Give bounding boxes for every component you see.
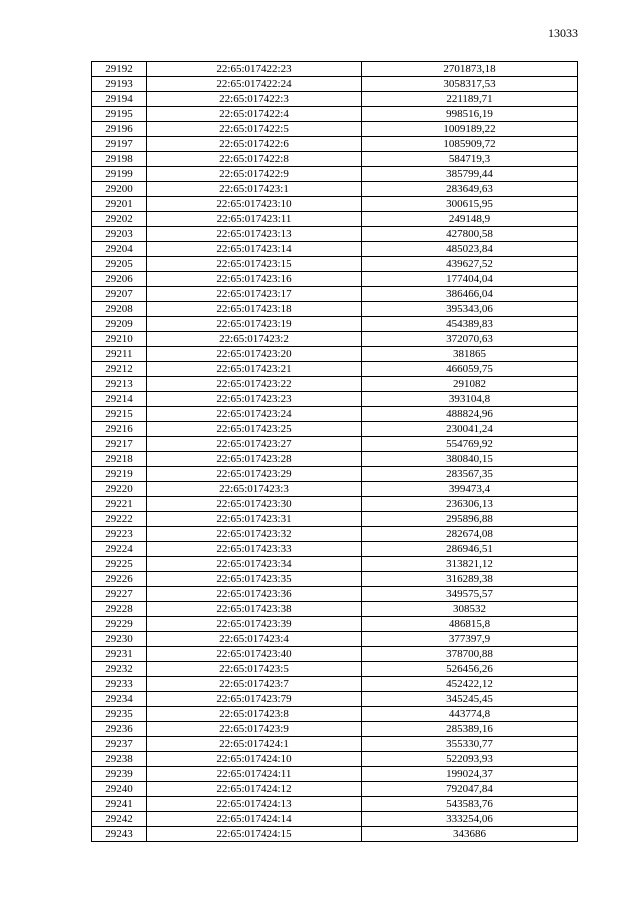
cadastral-value-cell: 427800,58 xyxy=(362,227,578,242)
table-row xyxy=(92,602,578,617)
cadastral-value-cell: 221189,71 xyxy=(362,92,578,107)
table-row xyxy=(92,392,578,407)
cadastral-value-cell: 1009189,22 xyxy=(362,122,578,137)
row-number-cell: 29231 xyxy=(92,647,147,662)
cadastral-number-cell: 22:65:017423:5 xyxy=(147,662,362,677)
cadastral-number-cell: 22:65:017422:24 xyxy=(147,77,362,92)
row-number-cell: 29214 xyxy=(92,392,147,407)
table-row xyxy=(92,362,578,377)
cadastral-number-cell: 22:65:017423:19 xyxy=(147,317,362,332)
table-body xyxy=(92,62,578,842)
row-number-cell: 29220 xyxy=(92,482,147,497)
cadastral-value-cell: 395343,06 xyxy=(362,302,578,317)
cadastral-value-cell: 378700,88 xyxy=(362,647,578,662)
cadastral-value-cell: 333254,06 xyxy=(362,812,578,827)
cadastral-number-cell: 22:65:017423:39 xyxy=(147,617,362,632)
cadastral-number-cell: 22:65:017424:10 xyxy=(147,752,362,767)
table-row xyxy=(92,92,578,107)
table-row xyxy=(92,782,578,797)
row-number-cell: 29230 xyxy=(92,632,147,647)
cadastral-number-cell: 22:65:017423:25 xyxy=(147,422,362,437)
cadastral-value-cell: 393104,8 xyxy=(362,392,578,407)
cadastral-value-cell: 343686 xyxy=(362,827,578,842)
cadastral-number-cell: 22:65:017423:3 xyxy=(147,482,362,497)
cadastral-number-cell: 22:65:017423:27 xyxy=(147,437,362,452)
cadastral-value-cell: 486815,8 xyxy=(362,617,578,632)
table-row xyxy=(92,767,578,782)
table-row xyxy=(92,437,578,452)
table-row xyxy=(92,812,578,827)
cadastral-value-cell: 381865 xyxy=(362,347,578,362)
cadastral-number-cell: 22:65:017422:9 xyxy=(147,167,362,182)
cadastral-number-cell: 22:65:017423:32 xyxy=(147,527,362,542)
row-number-cell: 29219 xyxy=(92,467,147,482)
cadastral-value-cell: 380840,15 xyxy=(362,452,578,467)
row-number-cell: 29221 xyxy=(92,497,147,512)
cadastral-number-cell: 22:65:017423:15 xyxy=(147,257,362,272)
row-number-cell: 29207 xyxy=(92,287,147,302)
cadastral-value-cell: 177404,04 xyxy=(362,272,578,287)
row-number-cell: 29194 xyxy=(92,92,147,107)
cadastral-number-cell: 22:65:017424:13 xyxy=(147,797,362,812)
table-row xyxy=(92,707,578,722)
cadastral-value-cell: 792047,84 xyxy=(362,782,578,797)
table-row xyxy=(92,347,578,362)
row-number-cell: 29227 xyxy=(92,587,147,602)
table-row xyxy=(92,242,578,257)
table-row xyxy=(92,62,578,77)
cadastral-number-cell: 22:65:017423:11 xyxy=(147,212,362,227)
cadastral-value-cell: 283567,35 xyxy=(362,467,578,482)
cadastral-number-cell: 22:65:017423:33 xyxy=(147,542,362,557)
cadastral-number-cell: 22:65:017423:7 xyxy=(147,677,362,692)
table-row xyxy=(92,692,578,707)
cadastral-number-cell: 22:65:017423:20 xyxy=(147,347,362,362)
cadastral-number-cell: 22:65:017422:5 xyxy=(147,122,362,137)
cadastral-number-cell: 22:65:017423:34 xyxy=(147,557,362,572)
table-row xyxy=(92,587,578,602)
row-number-cell: 29195 xyxy=(92,107,147,122)
row-number-cell: 29234 xyxy=(92,692,147,707)
cadastral-number-cell: 22:65:017423:28 xyxy=(147,452,362,467)
row-number-cell: 29193 xyxy=(92,77,147,92)
cadastral-value-cell: 998516,19 xyxy=(362,107,578,122)
cadastral-number-cell: 22:65:017423:31 xyxy=(147,512,362,527)
cadastral-value-cell: 386466,04 xyxy=(362,287,578,302)
row-number-cell: 29235 xyxy=(92,707,147,722)
table-row xyxy=(92,137,578,152)
cadastral-number-cell: 22:65:017422:4 xyxy=(147,107,362,122)
table-row xyxy=(92,77,578,92)
cadastral-number-cell: 22:65:017423:40 xyxy=(147,647,362,662)
table-row xyxy=(92,632,578,647)
cadastral-value-cell: 291082 xyxy=(362,377,578,392)
row-number-cell: 29208 xyxy=(92,302,147,317)
cadastral-number-cell: 22:65:017423:9 xyxy=(147,722,362,737)
cadastral-value-cell: 385799,44 xyxy=(362,167,578,182)
cadastral-value-cell: 526456,26 xyxy=(362,662,578,677)
cadastral-value-cell: 2701873,18 xyxy=(362,62,578,77)
row-number-cell: 29216 xyxy=(92,422,147,437)
row-number-cell: 29226 xyxy=(92,572,147,587)
row-number-cell: 29239 xyxy=(92,767,147,782)
row-number-cell: 29240 xyxy=(92,782,147,797)
table-row xyxy=(92,212,578,227)
cadastral-value-cell: 522093,93 xyxy=(362,752,578,767)
cadastral-value-cell: 377397,9 xyxy=(362,632,578,647)
table-row xyxy=(92,422,578,437)
cadastral-value-cell: 439627,52 xyxy=(362,257,578,272)
row-number-cell: 29209 xyxy=(92,317,147,332)
cadastral-value-cell: 454389,83 xyxy=(362,317,578,332)
cadastral-number-cell: 22:65:017424:11 xyxy=(147,767,362,782)
row-number-cell: 29224 xyxy=(92,542,147,557)
table-row xyxy=(92,272,578,287)
cadastral-number-cell: 22:65:017423:36 xyxy=(147,587,362,602)
table-row xyxy=(92,227,578,242)
cadastral-value-cell: 282674,08 xyxy=(362,527,578,542)
row-number-cell: 29222 xyxy=(92,512,147,527)
cadastral-value-cell: 286946,51 xyxy=(362,542,578,557)
cadastral-number-cell: 22:65:017423:10 xyxy=(147,197,362,212)
cadastral-value-cell: 488824,96 xyxy=(362,407,578,422)
cadastral-number-cell: 22:65:017423:16 xyxy=(147,272,362,287)
table-row xyxy=(92,617,578,632)
row-number-cell: 29225 xyxy=(92,557,147,572)
table-row xyxy=(92,497,578,512)
cadastral-value-cell: 554769,92 xyxy=(362,437,578,452)
table-row xyxy=(92,797,578,812)
row-number-cell: 29200 xyxy=(92,182,147,197)
cadastral-number-cell: 22:65:017423:1 xyxy=(147,182,362,197)
table-row xyxy=(92,467,578,482)
cadastral-number-cell: 22:65:017423:23 xyxy=(147,392,362,407)
cadastral-value-cell: 236306,13 xyxy=(362,497,578,512)
table-row xyxy=(92,647,578,662)
row-number-cell: 29232 xyxy=(92,662,147,677)
cadastral-number-cell: 22:65:017422:23 xyxy=(147,62,362,77)
cadastral-number-cell: 22:65:017423:13 xyxy=(147,227,362,242)
cadastral-value-cell: 3058317,53 xyxy=(362,77,578,92)
row-number-cell: 29202 xyxy=(92,212,147,227)
cadastral-number-cell: 22:65:017424:15 xyxy=(147,827,362,842)
cadastral-number-cell: 22:65:017423:22 xyxy=(147,377,362,392)
cadastral-value-cell: 1085909,72 xyxy=(362,137,578,152)
table-row xyxy=(92,152,578,167)
cadastral-number-cell: 22:65:017424:1 xyxy=(147,737,362,752)
cadastral-number-cell: 22:65:017423:30 xyxy=(147,497,362,512)
row-number-cell: 29206 xyxy=(92,272,147,287)
cadastral-value-cell: 295896,88 xyxy=(362,512,578,527)
cadastral-value-cell: 316289,38 xyxy=(362,572,578,587)
table-row xyxy=(92,302,578,317)
row-number-cell: 29218 xyxy=(92,452,147,467)
row-number-cell: 29229 xyxy=(92,617,147,632)
cadastral-number-cell: 22:65:017422:8 xyxy=(147,152,362,167)
table-row xyxy=(92,182,578,197)
cadastral-value-cell: 349575,57 xyxy=(362,587,578,602)
cadastral-number-cell: 22:65:017424:14 xyxy=(147,812,362,827)
row-number-cell: 29205 xyxy=(92,257,147,272)
row-number-cell: 29241 xyxy=(92,797,147,812)
cadastral-value-cell: 313821,12 xyxy=(362,557,578,572)
cadastral-number-cell: 22:65:017423:4 xyxy=(147,632,362,647)
table-row xyxy=(92,317,578,332)
row-number-cell: 29217 xyxy=(92,437,147,452)
cadastral-number-cell: 22:65:017423:38 xyxy=(147,602,362,617)
cadastral-value-cell: 199024,37 xyxy=(362,767,578,782)
cadastral-value-table xyxy=(91,61,578,842)
table-row xyxy=(92,107,578,122)
table-row xyxy=(92,407,578,422)
cadastral-value-cell: 230041,24 xyxy=(362,422,578,437)
table-row xyxy=(92,737,578,752)
cadastral-value-cell: 300615,95 xyxy=(362,197,578,212)
table-row xyxy=(92,122,578,137)
table-row xyxy=(92,512,578,527)
cadastral-number-cell: 22:65:017423:14 xyxy=(147,242,362,257)
cadastral-value-cell: 355330,77 xyxy=(362,737,578,752)
table-row xyxy=(92,662,578,677)
table-row xyxy=(92,572,578,587)
cadastral-value-cell: 399473,4 xyxy=(362,482,578,497)
cadastral-value-cell: 308532 xyxy=(362,602,578,617)
row-number-cell: 29243 xyxy=(92,827,147,842)
row-number-cell: 29198 xyxy=(92,152,147,167)
page-number: 13033 xyxy=(548,26,578,40)
table-row xyxy=(92,167,578,182)
table-row xyxy=(92,527,578,542)
row-number-cell: 29204 xyxy=(92,242,147,257)
cadastral-value-cell: 372070,63 xyxy=(362,332,578,347)
cadastral-value-cell: 283649,63 xyxy=(362,182,578,197)
cadastral-number-cell: 22:65:017423:29 xyxy=(147,467,362,482)
cadastral-number-cell: 22:65:017423:8 xyxy=(147,707,362,722)
cadastral-number-cell: 22:65:017423:24 xyxy=(147,407,362,422)
row-number-cell: 29199 xyxy=(92,167,147,182)
cadastral-value-cell: 466059,75 xyxy=(362,362,578,377)
table-row xyxy=(92,557,578,572)
cadastral-value-cell: 543583,76 xyxy=(362,797,578,812)
row-number-cell: 29236 xyxy=(92,722,147,737)
row-number-cell: 29238 xyxy=(92,752,147,767)
cadastral-value-cell: 443774,8 xyxy=(362,707,578,722)
cadastral-value-cell: 485023,84 xyxy=(362,242,578,257)
cadastral-value-cell: 584719,3 xyxy=(362,152,578,167)
table-row xyxy=(92,482,578,497)
row-number-cell: 29233 xyxy=(92,677,147,692)
cadastral-number-cell: 22:65:017422:6 xyxy=(147,137,362,152)
row-number-cell: 29210 xyxy=(92,332,147,347)
row-number-cell: 29196 xyxy=(92,122,147,137)
cadastral-number-cell: 22:65:017423:17 xyxy=(147,287,362,302)
row-number-cell: 29223 xyxy=(92,527,147,542)
cadastral-number-cell: 22:65:017423:79 xyxy=(147,692,362,707)
row-number-cell: 29215 xyxy=(92,407,147,422)
row-number-cell: 29228 xyxy=(92,602,147,617)
row-number-cell: 29213 xyxy=(92,377,147,392)
table-row xyxy=(92,722,578,737)
cadastral-number-cell: 22:65:017423:18 xyxy=(147,302,362,317)
cadastral-number-cell: 22:65:017423:21 xyxy=(147,362,362,377)
cadastral-value-cell: 285389,16 xyxy=(362,722,578,737)
cadastral-value-cell: 452422,12 xyxy=(362,677,578,692)
row-number-cell: 29197 xyxy=(92,137,147,152)
cadastral-number-cell: 22:65:017423:35 xyxy=(147,572,362,587)
table-row xyxy=(92,257,578,272)
row-number-cell: 29203 xyxy=(92,227,147,242)
table-row xyxy=(92,377,578,392)
table-row xyxy=(92,197,578,212)
cadastral-value-cell: 249148,9 xyxy=(362,212,578,227)
table-row xyxy=(92,287,578,302)
cadastral-number-cell: 22:65:017422:3 xyxy=(147,92,362,107)
row-number-cell: 29242 xyxy=(92,812,147,827)
table-row xyxy=(92,452,578,467)
table-row xyxy=(92,752,578,767)
cadastral-number-cell: 22:65:017423:2 xyxy=(147,332,362,347)
table-row xyxy=(92,827,578,842)
row-number-cell: 29212 xyxy=(92,362,147,377)
table-row xyxy=(92,332,578,347)
table-row xyxy=(92,542,578,557)
row-number-cell: 29192 xyxy=(92,62,147,77)
cadastral-number-cell: 22:65:017424:12 xyxy=(147,782,362,797)
cadastral-value-cell: 345245,45 xyxy=(362,692,578,707)
row-number-cell: 29201 xyxy=(92,197,147,212)
table-row xyxy=(92,677,578,692)
row-number-cell: 29211 xyxy=(92,347,147,362)
row-number-cell: 29237 xyxy=(92,737,147,752)
